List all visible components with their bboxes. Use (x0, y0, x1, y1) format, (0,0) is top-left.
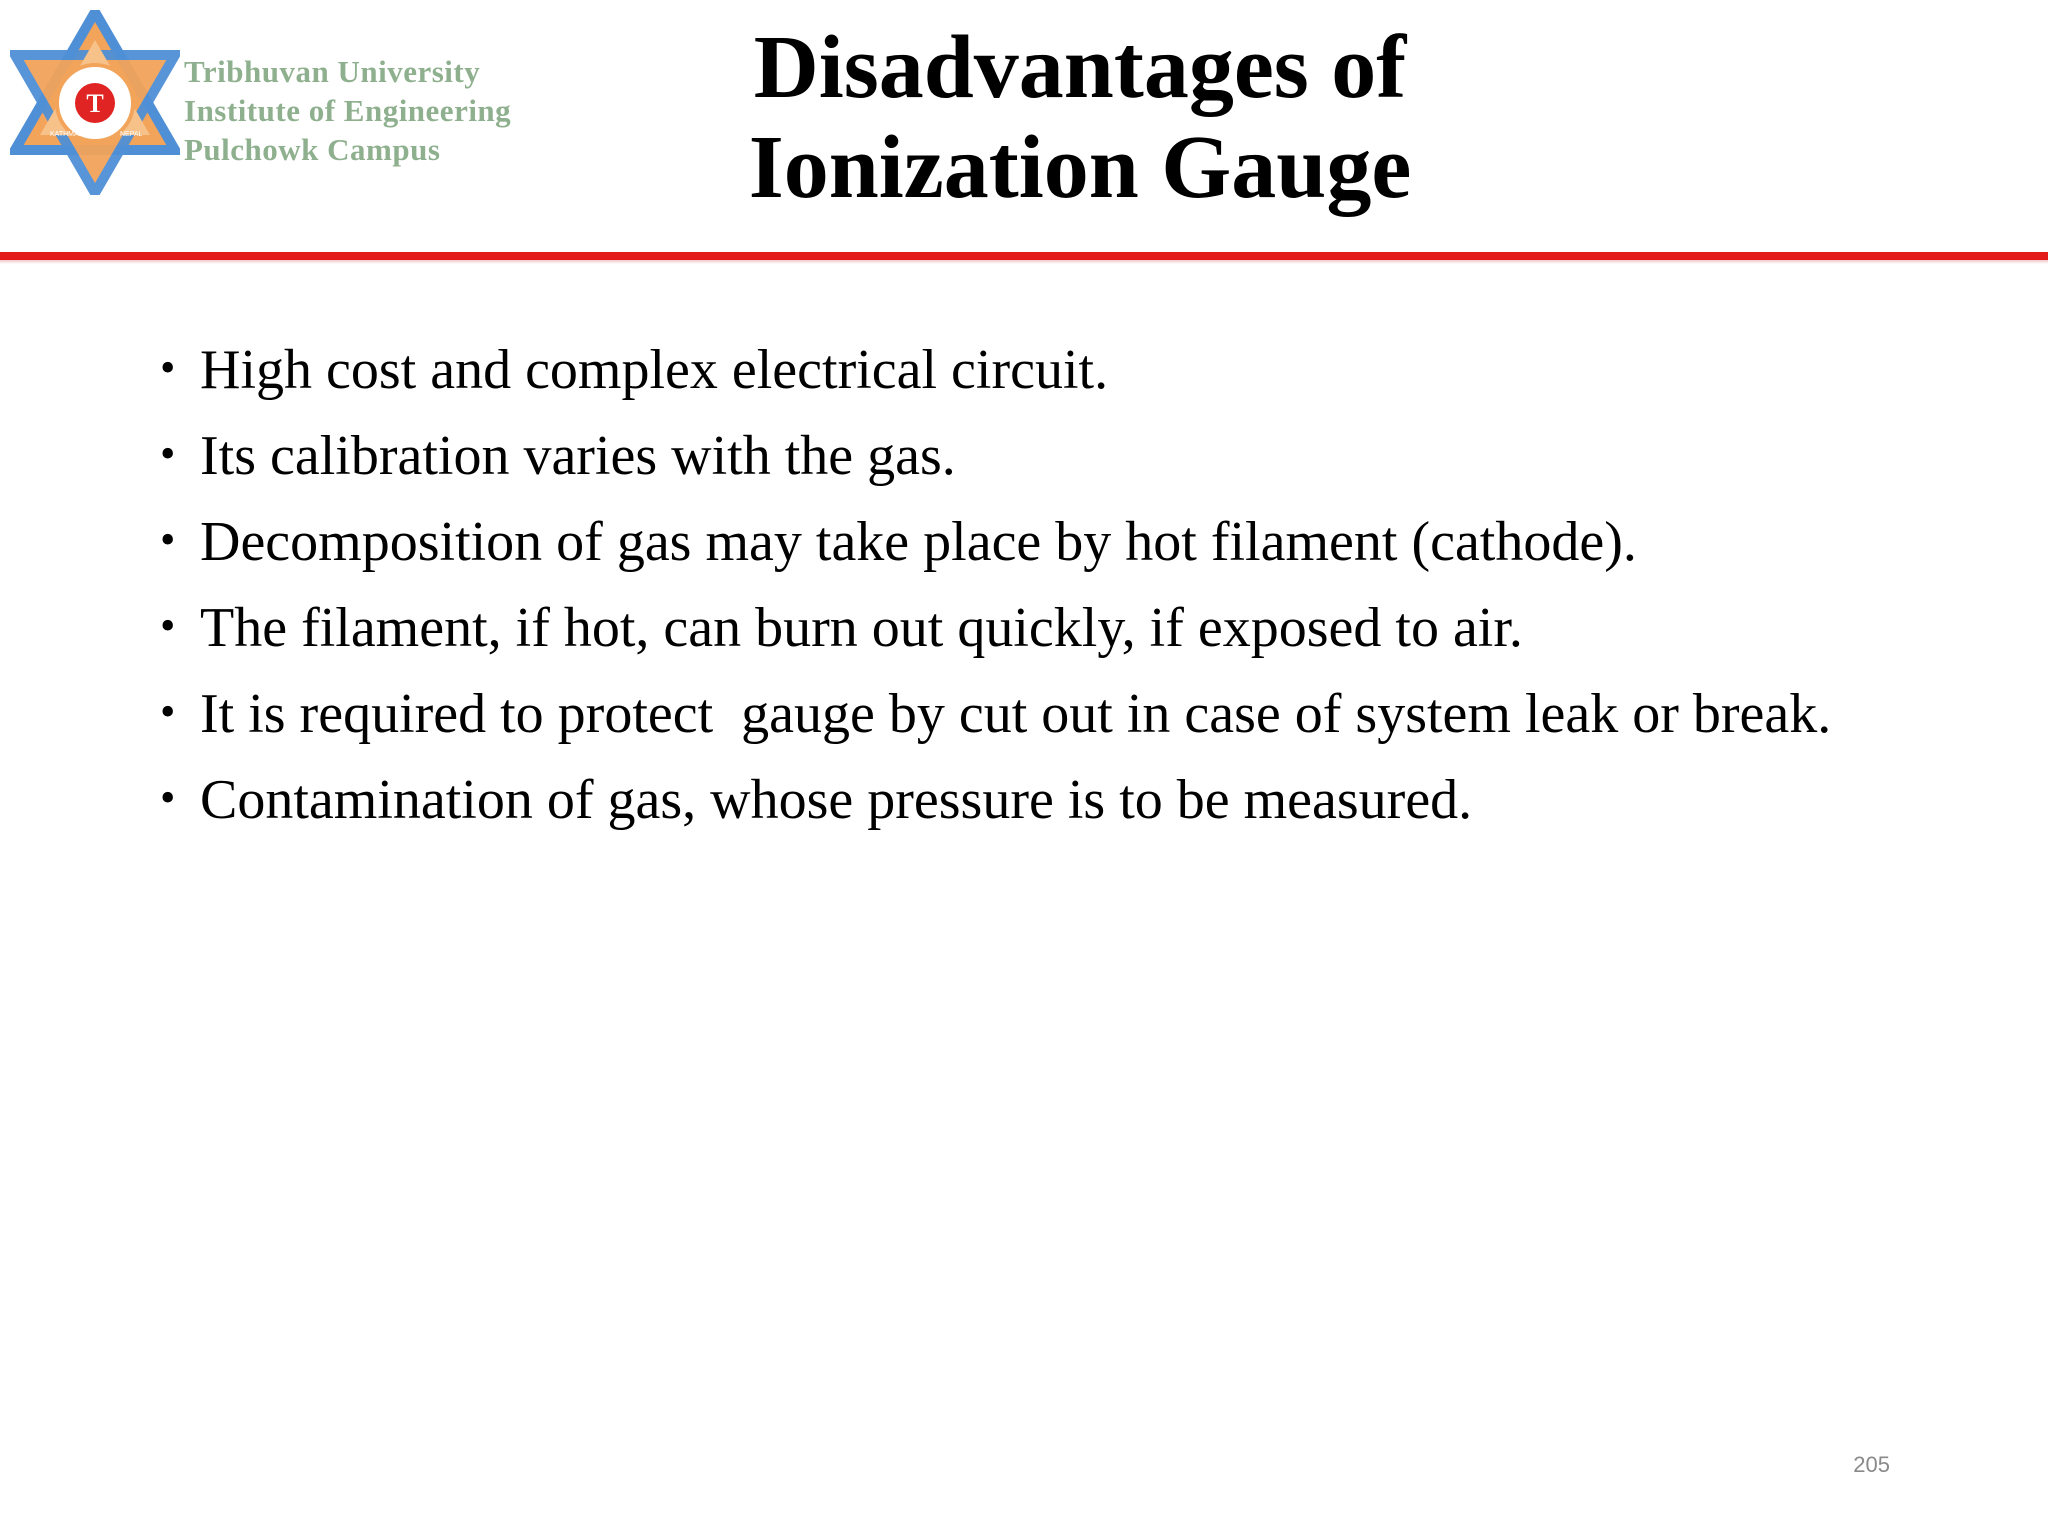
bullet-item (160, 426, 1890, 486)
bullet-text: High cost and complex electrical circuit. (200, 339, 1109, 401)
bullet-item (160, 598, 1890, 658)
slide-title-line-2: Ionization Gauge (748, 118, 1412, 217)
header-divider-shadow (0, 260, 2048, 264)
bullet-text: The filament, if hot, can burn out quickly, if exposed to air. (200, 597, 1523, 659)
logo-line-campus: Pulchowk Campus (184, 132, 441, 167)
bullet-dot-icon: • (160, 773, 176, 822)
institution-logo (10, 10, 610, 195)
bullet-text: Contamination of gas, whose pressure is to be measured. (200, 769, 1473, 831)
bullet-item (160, 512, 1890, 572)
bullet-text: Decomposition of gas may take place by hot filament (cathode). (200, 511, 1637, 573)
seal-text-right: NEPAL (120, 131, 143, 138)
bullet-dot-icon: • (160, 601, 176, 650)
logo-line-university: Tribhuvan University (184, 54, 481, 89)
bullet-item (160, 340, 1890, 400)
slide-title-line-1: Disadvantages of (753, 18, 1407, 117)
logo-line-institute: Institute of Engineering (184, 93, 512, 128)
header-divider (0, 252, 2048, 260)
bullet-dot-icon: • (160, 429, 176, 478)
bullet-dot-icon: • (160, 343, 176, 392)
bullet-dot-icon: • (160, 687, 176, 736)
page-number: 205 (1853, 1452, 1890, 1477)
bullet-text: Its calibration varies with the gas. (200, 425, 956, 487)
svg-text:T: T (86, 89, 104, 118)
bullet-dot-icon: • (160, 515, 176, 564)
logo-text (184, 52, 511, 169)
bullet-item (160, 684, 1890, 744)
bullet-list (160, 340, 1890, 856)
bullet-item (160, 770, 1890, 830)
seal-text-left: KATHMANDU (50, 131, 94, 138)
university-seal-icon (10, 10, 180, 195)
slide-title (560, 18, 1600, 218)
bullet-text: It is required to protect gauge by cut out in case of system leak or break. (200, 683, 1832, 745)
